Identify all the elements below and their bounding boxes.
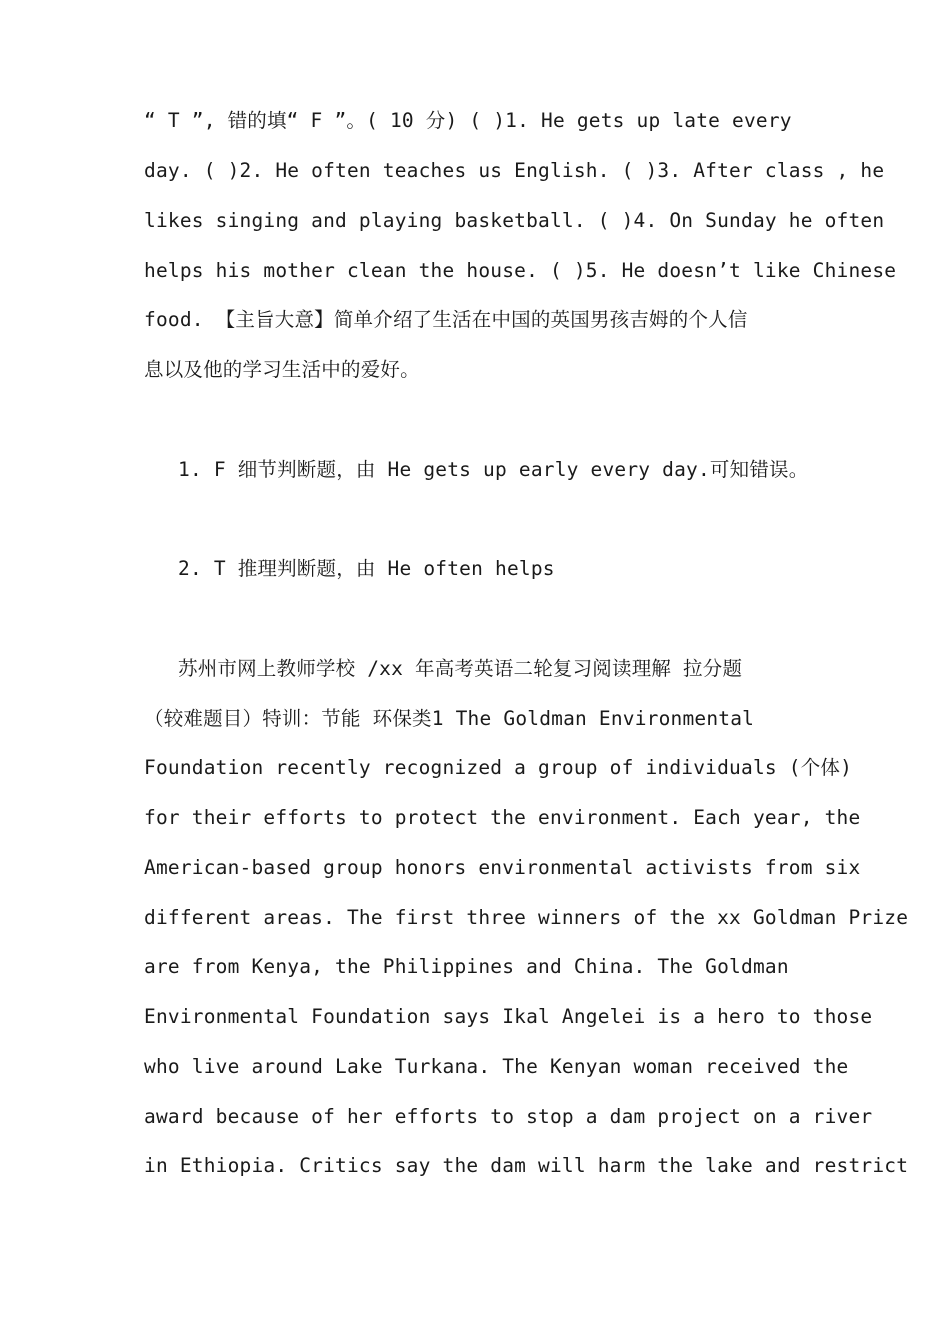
text-line: helps his mother clean the house. ( )5. He doesn’t like Chinese — [144, 259, 897, 282]
text-line: are from Kenya, the Philippines and China. The Goldman — [144, 955, 789, 978]
text-line: （较难题目）特训：节能 环保类1 The Goldman Environmental — [144, 707, 755, 730]
text-line: who live around Lake Turkana. The Kenyan woman received the — [144, 1055, 849, 1078]
text-line: different areas. The first three winners of the xx Goldman Prize — [144, 906, 909, 929]
text-line: for their efforts to protect the environment. Each year, the — [144, 806, 861, 829]
text-line: Foundation recently recognized a group of individuals (个体) — [144, 756, 853, 779]
text-line: American-based group honors environmental activists from six — [144, 856, 861, 879]
text-line: in Ethiopia. Critics say the dam will harm the lake and restrict — [144, 1154, 909, 1177]
text-line: likes singing and playing basketball. ( )4. On Sunday he often — [144, 209, 885, 232]
answer-line: 2. T 推理判断题，由 He often helps — [178, 557, 555, 580]
text-line: “ T ”, 错的填“ F ”。( 10 分) ( )1. He gets up late every — [144, 109, 792, 132]
answer-line: 1. F 细节判断题，由 He gets up early every day.可知错误。 — [178, 458, 809, 481]
text-line: food. 【主旨大意】简单介绍了生活在中国的英国男孩吉姆的个人信 — [144, 308, 748, 331]
text-line: 苏州市网上教师学校 /xx 年高考英语二轮复习阅读理解 拉分题 — [178, 657, 743, 680]
text-line: 息以及他的学习生活中的爱好。 — [144, 358, 420, 381]
text-line: award because of her efforts to stop a dam project on a river — [144, 1105, 873, 1128]
text-line: day. ( )2. He often teaches us English. ( )3. After class , he — [144, 159, 885, 182]
text-line: Environmental Foundation says Ikal Angelei is a hero to those — [144, 1005, 873, 1028]
